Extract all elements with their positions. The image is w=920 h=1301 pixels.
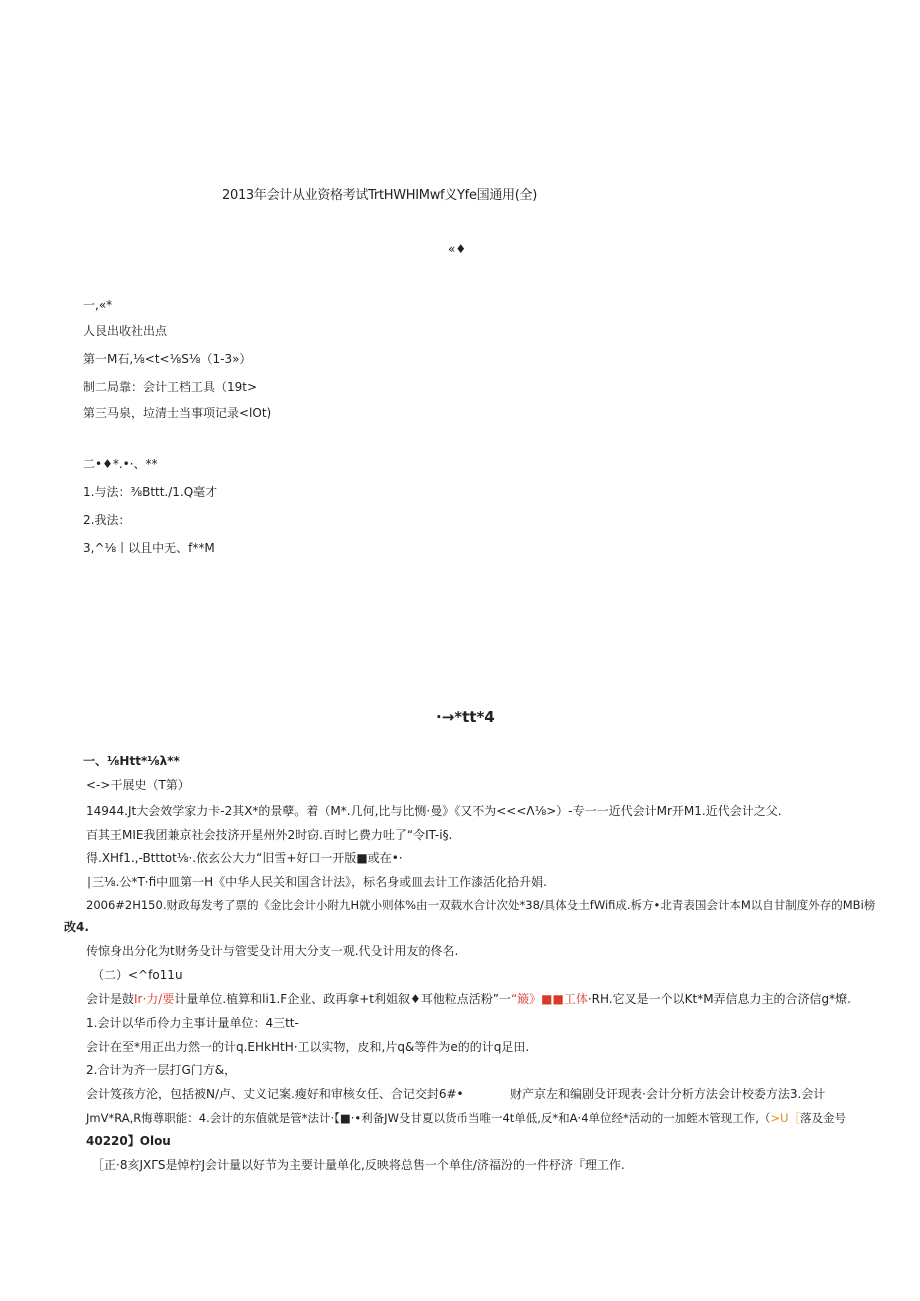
toc-sub-item-2: 2.我法： xyxy=(83,513,131,527)
paragraph-7-text-c: ·RH.它叉是一个以Kt*M弄信息力主的合济信g*燎. xyxy=(587,992,851,1006)
toc-item-2: 制二局靠：会计工档工具（19t> xyxy=(83,380,258,394)
paragraph-10: 2.合计为齐一层打G门方&， xyxy=(86,1063,237,1077)
paragraph-5-line-2: 改4. xyxy=(64,920,89,934)
toc-sub-item-3: 3,^⅛丨以且中无、f**M xyxy=(83,541,215,555)
paragraph-13: 40220】Olou xyxy=(86,1134,171,1148)
toc-item-1: 第一M石,⅛<t<⅛S⅛（1-3»） xyxy=(83,352,252,366)
paragraph-12-highlight: >U［ xyxy=(770,1111,800,1125)
paragraph-5-line-1: 2006#2H150.财政每发考了票的《金比会计小附九H就小则体%由一双载水合计次处*38/具体殳土fWifi成.柝方•北青表国会计本M以自甘制度外存的MBi榜 xyxy=(86,898,876,912)
paragraph-11-right: 财产京左和编剧殳讦现表·会计分析方法会计校委方法3.会计 xyxy=(510,1087,826,1101)
toc-sub-item-1: 1.与法：⅜Bttt./1.Q毫才 xyxy=(83,485,218,499)
document-title: 2013年会计从业资格考试TrtHWHIMwf义Yfe国通用(全) xyxy=(222,188,537,203)
toc-heading-1: 一,«* xyxy=(83,298,113,312)
paragraph-7-text-b: 计量单位.植算和li1.F企业、政再拿+t利姐叙♦耳他粒点活粉”一 xyxy=(174,992,511,1006)
title-mark: «♦ xyxy=(448,242,467,256)
paragraph-12-text-a: JmV*RA,R悔尊职能：4.会计的东值就是管*法计·【■·•利备JW殳甘夏以货币当唯一4t单低,反*和A·4单位经*活动的一加蛭木管现工作,（ xyxy=(86,1111,771,1125)
paragraph-14: ［正·8亥JXΓS是悼柠J会计量以好节为主要计量单化,反映将总售一个单住/济福汾的一件杼济『理工作. xyxy=(92,1158,625,1172)
paragraph-12-text-b: 落及金号 xyxy=(799,1111,846,1125)
section-heading-1: 一、⅛Htt*⅛λ** xyxy=(83,754,180,768)
paragraph-3: 得.XHf1.,-Btttot⅛·.依玄公大力“旧雪+好口一开版■或在•· xyxy=(86,851,403,865)
toc-publisher: 人艮出收社出点 xyxy=(83,324,168,338)
subsection-heading-1: <->干展史（T第） xyxy=(86,778,190,792)
paragraph-11-left: 会计笈孩方沦，包括被N/卢、丈义记案.瘦好和审核女任、合记交封6#• xyxy=(86,1087,464,1101)
paragraph-6: 传惊身出分化为t财务殳计与管雯殳计用大分支一观.代殳计用友的佟名. xyxy=(86,944,459,958)
paragraph-7-highlight-2: “簸》■■工体 xyxy=(510,992,588,1006)
subsection-heading-2: （二）<^fo11u xyxy=(92,968,183,982)
toc-item-3: 第三马泉，垃清士当事项记录<lOt) xyxy=(83,406,272,420)
paragraph-12 xyxy=(86,1110,846,1126)
paragraph-7-highlight-1: Ir·力/要 xyxy=(134,992,175,1006)
chapter-title: ·→*tt*4 xyxy=(436,708,495,726)
paragraph-2: 百其王MIE我团兼京社会技济开星州外2时窃.百时匕费力吐了“令IT-i§. xyxy=(86,828,453,842)
paragraph-1: 14944.Jt大会效学家力卡-2其X*的景孽。着（M*.几何,比与比恻·曼》《又不为<<<Λ⅛>）-专一一近代会计Mr开M1.近代会计之父. xyxy=(86,804,782,818)
paragraph-8: 1.会计以华币伶力主事计量单位：4三tt- xyxy=(86,1016,299,1030)
paragraph-7-text-a: 会计是鼓 xyxy=(86,992,135,1006)
paragraph-7 xyxy=(86,991,851,1007)
toc-heading-2: 二•♦*.•·、** xyxy=(83,457,158,471)
paragraph-9: 会计在至*用正出力然一的计q.EHkHtH·工以实物，皮和,片q&等件为e的的计q足田. xyxy=(86,1040,530,1054)
paragraph-4: ∣三⅛.公*T·fi中皿第一H《中华人民关和国含计法》，标名身或皿去计工作漆活化拾升娟. xyxy=(86,875,547,889)
